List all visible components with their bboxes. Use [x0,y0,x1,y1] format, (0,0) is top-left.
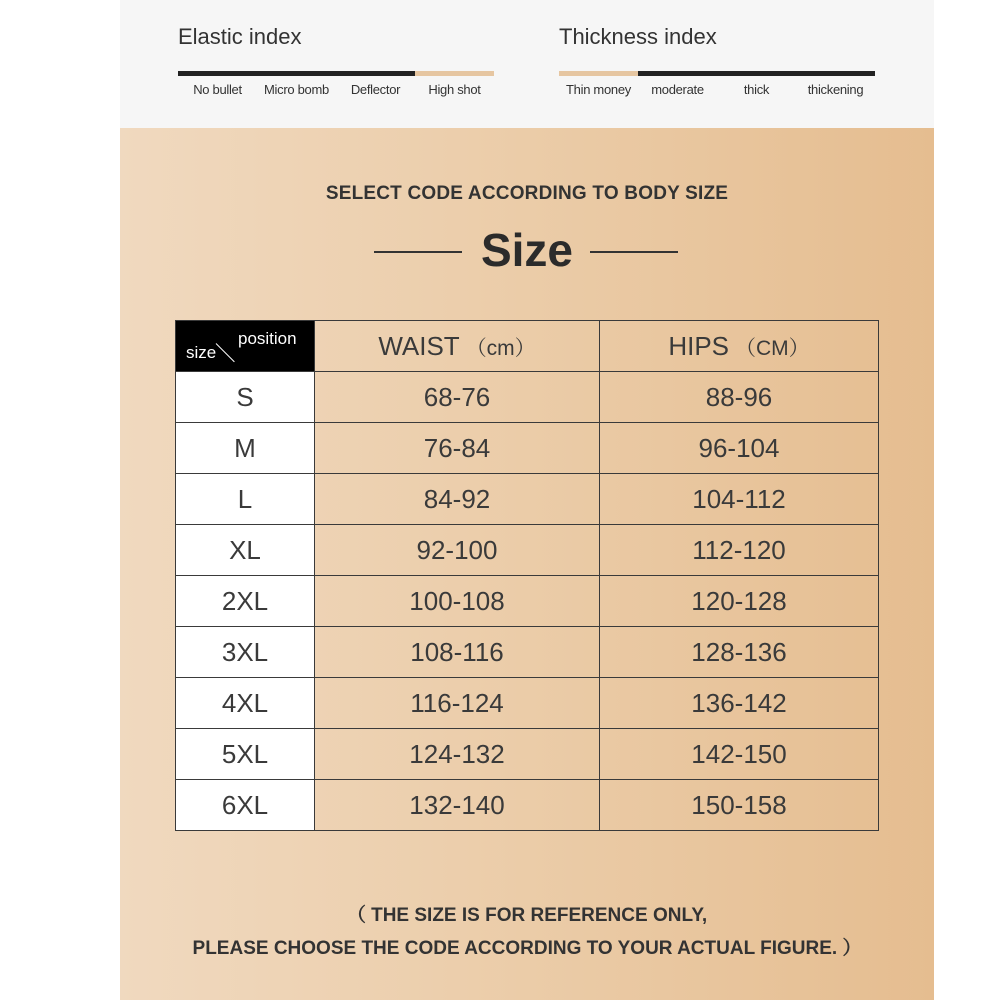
corner-position-label: position [238,329,297,348]
size-cell: S [176,372,315,423]
elastic-index-segment [415,71,494,76]
hips-cell: 142-150 [600,729,879,780]
waist-cell: 84-92 [315,474,600,525]
size-table [175,320,879,831]
table-row [176,474,879,525]
table-row [176,627,879,678]
thickness-index-label: thickening [807,82,864,97]
hips-cell: 96-104 [600,423,879,474]
table-row [176,525,879,576]
hips-cell: 88-96 [600,372,879,423]
waist-cell: 116-124 [315,678,600,729]
waist-cell: 76-84 [315,423,600,474]
hips-column-header [600,321,879,372]
elastic-index-bar [178,71,494,76]
hips-cell: 120-128 [600,576,879,627]
waist-unit-label: （cm） [465,336,536,360]
thickness-index-label: Thin money [566,82,631,97]
elastic-index-label: No bullet [193,82,242,97]
size-cell: 6XL [176,780,315,831]
table-row [176,423,879,474]
heading-rule-left [374,251,462,253]
thickness-index-label: thick [743,82,770,97]
size-cell: XL [176,525,315,576]
size-subtitle: SELECT CODE ACCORDING TO BODY SIZE [325,183,729,204]
size-cell: L [176,474,315,525]
waist-column-header [315,321,600,372]
waist-cell: 132-140 [315,780,600,831]
elastic-index-label: High shot [428,82,481,97]
elastic-index-segment [336,71,415,76]
table-row [176,780,879,831]
size-heading [120,220,934,280]
corner-divider [216,343,235,362]
thickness-index-segment [717,71,796,76]
table-row [176,576,879,627]
table-row [176,678,879,729]
elastic-index-segment [178,71,257,76]
heading-rule-right [590,251,678,253]
elastic-index [178,22,494,97]
size-cell: 4XL [176,678,315,729]
size-cell: M [176,423,315,474]
thickness-index-title: Thickness index [559,24,717,49]
elastic-index-segment [257,71,336,76]
hips-cell: 136-142 [600,678,879,729]
hips-cell: 128-136 [600,627,879,678]
table-row [176,372,879,423]
page-title: Size [480,224,574,276]
size-cell: 5XL [176,729,315,780]
table-row [176,729,879,780]
thickness-index-label: moderate [651,82,704,97]
waist-cell: 100-108 [315,576,600,627]
thickness-index-segment [638,71,717,76]
waist-cell: 108-116 [315,627,600,678]
elastic-index-label: Micro bomb [264,82,329,97]
thickness-index-segment [796,71,875,76]
hips-cell: 150-158 [600,780,879,831]
waist-cell: 124-132 [315,729,600,780]
index-panel [120,0,934,128]
table-corner-header [176,321,315,372]
size-cell: 3XL [176,627,315,678]
size-chart-panel [120,128,934,1000]
footnote-line-2: PLEASE CHOOSE THE CODE ACCORDING TO YOUR ACTUAL FIGURE. ） [192,938,862,959]
thickness-index-bar [559,71,875,76]
waist-cell: 68-76 [315,372,600,423]
elastic-index-label: Deflector [350,82,401,97]
hips-cell: 104-112 [600,474,879,525]
thickness-index [559,22,875,97]
hips-header-label: HIPS [668,330,729,361]
size-cell: 2XL [176,576,315,627]
footnote-line-1: （ THE SIZE IS FOR REFERENCE ONLY, [346,905,708,926]
thickness-index-segment [559,71,638,76]
elastic-index-title: Elastic index [178,24,302,49]
corner-size-label: size [186,343,217,362]
waist-cell: 92-100 [315,525,600,576]
hips-cell: 112-120 [600,525,879,576]
hips-unit-label: （CM） [735,336,810,360]
waist-header-label: WAIST [378,330,460,361]
table-header-row [176,321,879,372]
